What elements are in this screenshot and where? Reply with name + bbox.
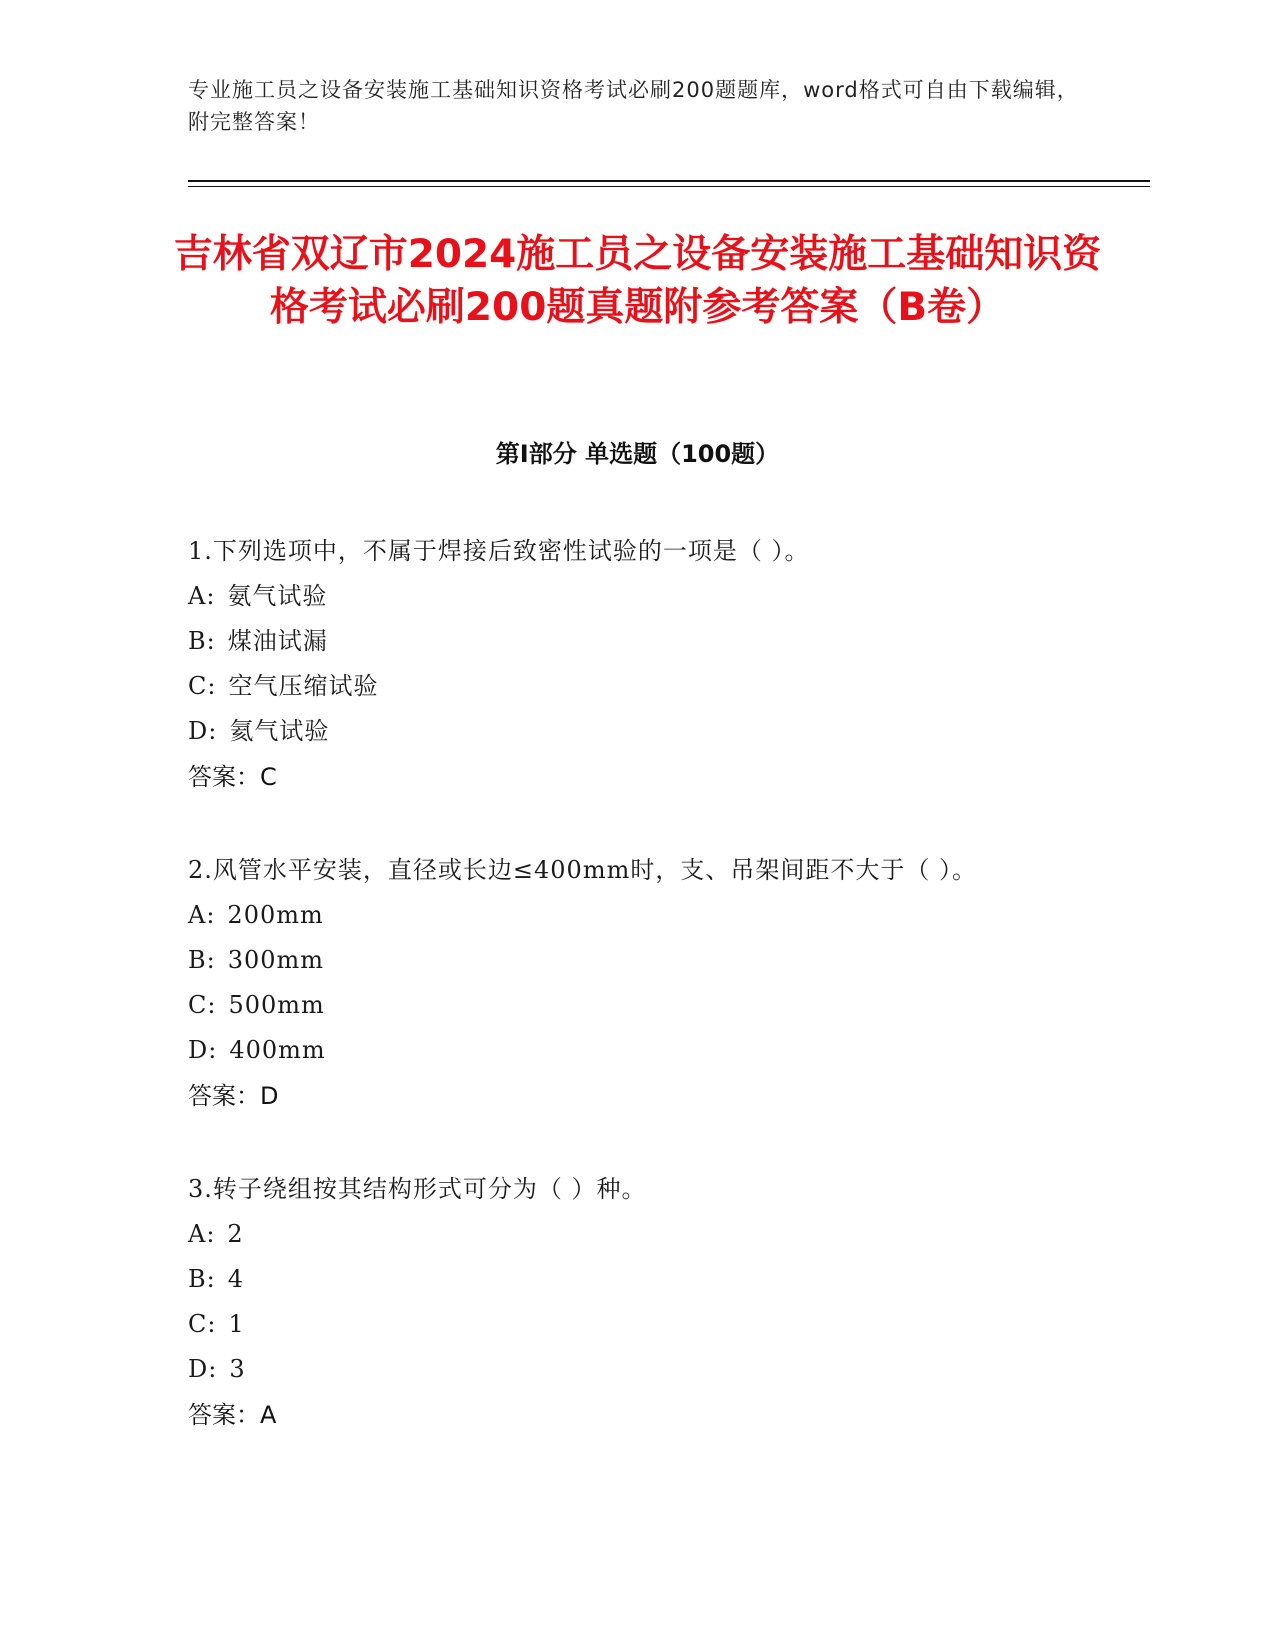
option-letter: B: (188, 627, 216, 655)
option-text: 氦气试验 (229, 717, 330, 745)
option-c (188, 664, 1068, 709)
option-c (188, 1302, 1068, 1347)
answer: 答案：D (188, 1082, 279, 1110)
option-letter: D: (188, 1036, 218, 1064)
option-a (188, 574, 1068, 619)
question-stem: 1.下列选项中，不属于焊接后致密性试验的一项是（ ）。 (188, 537, 810, 565)
document-title: 吉林省双辽市2024施工员之设备安装施工基础知识资格考试必刷200题真题附参考答案（B卷） (173, 232, 1102, 330)
option-text: 3 (229, 1355, 246, 1383)
option-text: 200mm (227, 901, 324, 929)
option-text: 4 (227, 1265, 245, 1293)
question-1 (188, 528, 1068, 800)
option-text: 500mm (228, 991, 325, 1019)
option-c (188, 983, 1068, 1028)
option-letter: C: (188, 991, 217, 1019)
question-stem: 3.转子绕组按其结构形式可分为（ ）种。 (188, 1175, 647, 1203)
option-b (188, 1257, 1068, 1302)
header-note: 专业施工员之设备安装施工基础知识资格考试必刷200题题库，word格式可自由下载编辑，附完整答案！ (188, 78, 1079, 134)
option-letter: D: (188, 1355, 218, 1383)
answer: 答案：A (188, 1401, 277, 1429)
option-text: 2 (227, 1220, 244, 1248)
option-a (188, 1212, 1068, 1257)
option-text: 煤油试漏 (227, 627, 328, 655)
option-letter: D: (188, 717, 218, 745)
option-text: 空气压缩试验 (228, 672, 379, 700)
question-2 (188, 847, 1068, 1119)
option-d (188, 709, 1068, 754)
option-letter: B: (188, 1265, 216, 1293)
answer: 答案：C (188, 763, 277, 791)
option-text: 1 (228, 1310, 245, 1338)
option-text: 400mm (229, 1036, 326, 1064)
option-a (188, 893, 1068, 938)
option-letter: A: (188, 901, 216, 929)
header-divider-thin (188, 186, 1150, 187)
option-letter: B: (188, 946, 216, 974)
option-d (188, 1028, 1068, 1073)
option-letter: C: (188, 672, 217, 700)
question-3 (188, 1166, 1068, 1438)
header-divider-thick (188, 180, 1150, 182)
option-text: 300mm (227, 946, 325, 974)
question-list (188, 528, 1068, 1485)
option-letter: A: (188, 582, 216, 610)
option-d (188, 1347, 1068, 1392)
option-letter: C: (188, 1310, 217, 1338)
question-stem: 2.风管水平安装，直径或长边≤400mm时，支、吊架间距不大于（ ）。 (188, 856, 977, 884)
option-text: 氨气试验 (227, 582, 328, 610)
option-b (188, 619, 1068, 664)
option-b (188, 938, 1068, 983)
option-letter: A: (188, 1220, 216, 1248)
section-title: 第Ⅰ部分 单选题（100题） (495, 440, 780, 468)
